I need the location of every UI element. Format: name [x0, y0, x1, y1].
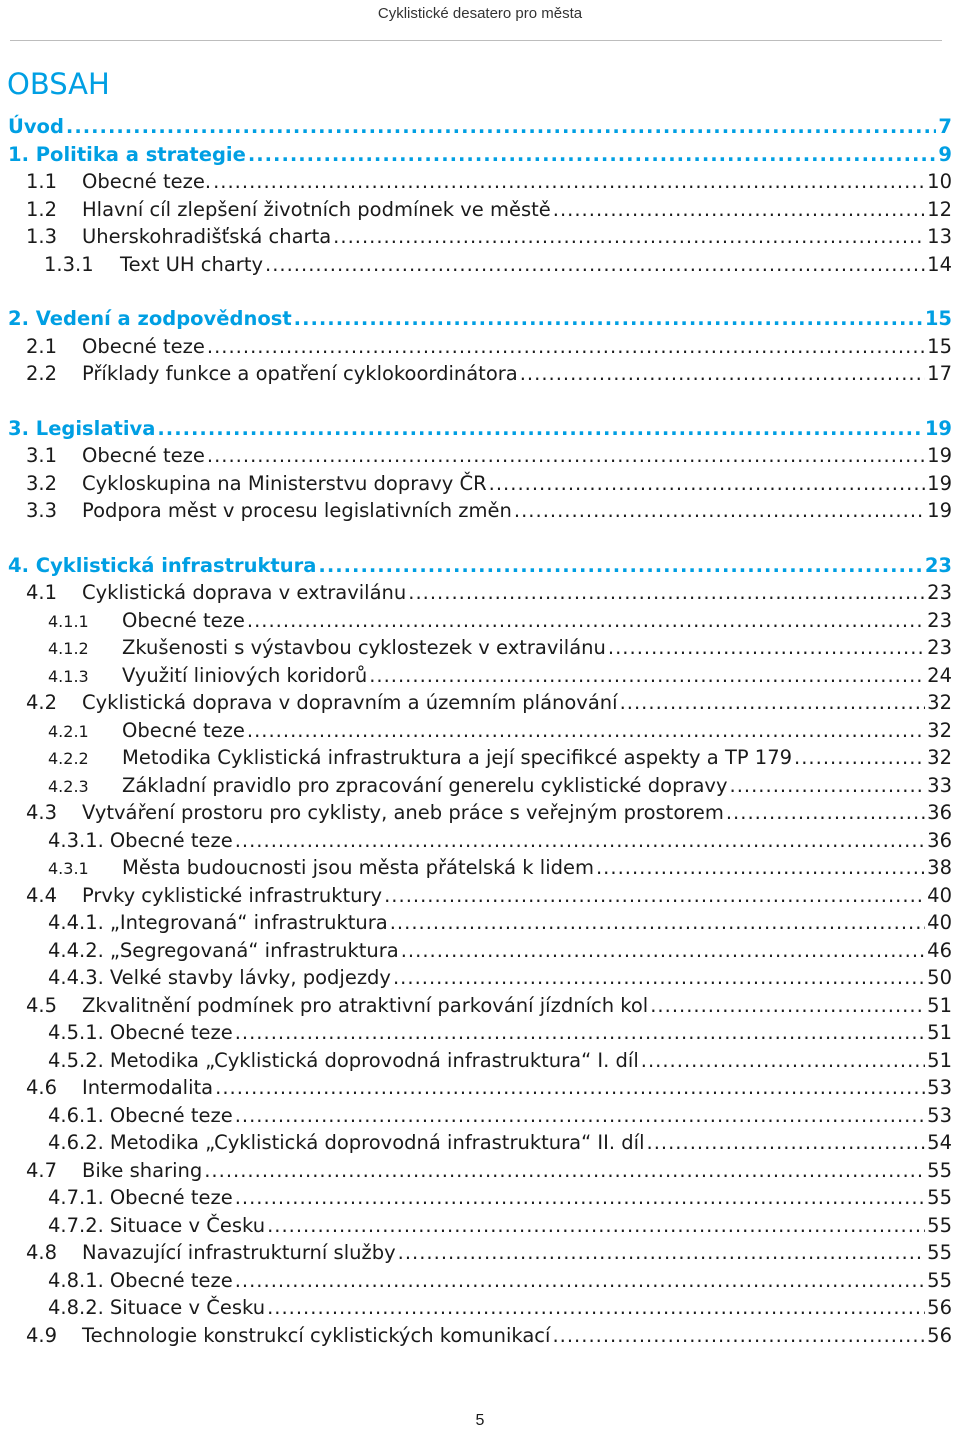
toc-entry-title: Úvod [8, 115, 64, 138]
dot-leader [726, 799, 925, 827]
toc-entry-number: 4.5.1. [48, 1021, 104, 1044]
toc-entry-title: Hlavní cíl zlepšení životních podmínek ve městě [82, 197, 551, 221]
toc-entry-page: 51 [927, 993, 952, 1017]
toc-entry[interactable] [0, 909, 960, 937]
toc-entry[interactable] [0, 113, 960, 141]
toc-entry-number: 4.8.1. [48, 1268, 104, 1292]
toc-entry-number: 1.2 [26, 197, 58, 221]
toc-entry[interactable] [0, 854, 960, 882]
toc-entry-page: 23 [927, 608, 952, 632]
toc-entry-page: 32 [927, 691, 952, 714]
toc-entry-number: 4.8 [26, 1241, 58, 1264]
dot-leader [207, 442, 925, 470]
toc-entry[interactable] [0, 223, 960, 251]
toc-entry-page: 19 [927, 499, 952, 522]
toc-entry-number: 4.1.1 [48, 611, 89, 631]
toc-entry-title: Příklady funkce a opatření cyklokoordinátora [82, 362, 518, 385]
toc-entry-page: 23 [927, 581, 952, 604]
toc-entry-title: Situace v Česku [109, 1213, 266, 1237]
toc-entry-number: 3.3 [26, 499, 58, 522]
dot-leader [553, 196, 925, 224]
toc-entry-page: 9 [938, 142, 952, 166]
toc-entry-number: 4.4.3. [48, 966, 104, 989]
toc-entry[interactable] [0, 415, 960, 443]
toc-entry-number: 4.2.3 [48, 776, 89, 796]
toc-entry[interactable] [0, 1019, 960, 1047]
toc-entry-title: Technologie konstrukcí cyklistických komunikací [82, 1323, 551, 1347]
toc-entry[interactable] [0, 196, 960, 224]
toc-entry-number: 2.1 [26, 334, 58, 358]
dot-leader [215, 1074, 925, 1102]
toc-entry-page: 55 [927, 1241, 952, 1264]
toc-entry-page: 15 [924, 307, 952, 330]
toc-entry-page: 40 [927, 883, 952, 907]
header-rule [10, 40, 942, 41]
toc-entry-page: 50 [927, 966, 952, 989]
toc-entry-title: Zkvalitnění podmínek pro atraktivní parkování jízdních kol [82, 993, 649, 1017]
toc-entry-title: Obecné teze. [82, 170, 212, 193]
toc-entry-page: 55 [927, 1213, 952, 1237]
toc-entry-page: 7 [938, 115, 952, 138]
toc-entry-page: 51 [927, 1048, 952, 1072]
toc-entry-page: 17 [927, 362, 952, 385]
toc-entry-number: 4.5.2. [48, 1048, 104, 1072]
toc-entry-number: 4.9 [26, 1323, 58, 1347]
toc-entry-number: 4.7 [26, 1158, 58, 1182]
toc-entry-page: 23 [924, 553, 952, 577]
toc-entry-number: 4.2.2 [48, 749, 89, 768]
toc-entry-title: Obecné teze [82, 444, 205, 467]
running-header: Cyklistické desatero pro města [377, 5, 583, 22]
toc-entry-title: Cyklistická doprava v extravilánu [82, 581, 407, 604]
toc-entry[interactable] [0, 827, 960, 855]
toc-entry[interactable] [0, 360, 960, 388]
toc-entry[interactable] [0, 305, 960, 333]
toc-entry-title: Obecné teze [122, 718, 245, 742]
toc-entry[interactable] [0, 1239, 960, 1267]
dot-leader [207, 333, 925, 361]
toc-entry-title: Obecné teze [82, 334, 205, 358]
dot-leader [369, 662, 925, 690]
dot-leader [213, 168, 925, 196]
toc-entry[interactable] [0, 772, 960, 800]
dot-leader [596, 854, 925, 882]
toc-entry[interactable] [0, 1102, 960, 1130]
dot-leader [514, 497, 925, 525]
toc-entry-number: 4.1.3 [48, 666, 89, 686]
toc-entry-number: 1. Politika a strategie [8, 142, 246, 166]
dot-leader [390, 909, 925, 937]
toc-entry-page: 36 [927, 828, 952, 852]
toc-entry[interactable] [0, 717, 960, 745]
toc-entry-page: 14 [927, 252, 952, 276]
toc-entry[interactable] [0, 1184, 960, 1212]
toc-entry[interactable] [0, 799, 960, 827]
toc-entry-title: Obecné teze [122, 608, 245, 632]
toc-entry-title: Cyklistická doprava v dopravním a územním plánování [82, 691, 618, 714]
dot-leader [794, 744, 925, 772]
dot-leader [408, 579, 925, 607]
toc-entry[interactable] [0, 1074, 960, 1102]
page-number: 5 [475, 1412, 485, 1429]
toc-entry[interactable] [0, 1267, 960, 1295]
toc-entry-number: 4.4 [26, 883, 58, 907]
toc-entry[interactable] [0, 689, 960, 717]
toc-entry-title: Metodika Cyklistická infrastruktura a její specifikcé aspekty a TP 179 [122, 746, 793, 769]
toc-entry[interactable] [0, 937, 960, 965]
toc-entry-page: 19 [927, 471, 952, 495]
toc-entry-page: 13 [927, 225, 952, 248]
toc-entry[interactable] [0, 1047, 960, 1075]
toc-entry-page: 53 [927, 1076, 952, 1099]
toc-entry-number: 4.5 [26, 993, 58, 1017]
toc-entry-page: 32 [927, 746, 952, 769]
toc-entry[interactable] [0, 964, 960, 992]
toc-entry-page: 38 [927, 856, 952, 879]
toc-entry-number: 3.1 [26, 444, 58, 467]
dot-leader [608, 634, 925, 662]
toc-entry-page: 53 [927, 1103, 952, 1127]
toc-entry-title: Obecné teze [109, 1268, 233, 1292]
toc-entry[interactable] [0, 442, 960, 470]
toc-entry[interactable] [0, 1212, 960, 1240]
toc-entry-title: Obecné teze [109, 1103, 233, 1127]
toc-entry-page: 19 [924, 416, 952, 440]
toc-entry[interactable] [0, 552, 960, 580]
toc-entry[interactable] [0, 333, 960, 361]
dot-leader [730, 772, 926, 800]
dot-leader [235, 1019, 925, 1047]
toc-entry-number: 4.1 [26, 581, 58, 604]
toc-entry[interactable] [0, 579, 960, 607]
toc-entry-page: 54 [927, 1131, 952, 1154]
dot-leader [398, 1239, 926, 1267]
dot-leader [235, 827, 925, 855]
toc-entry-number: 4.2 [26, 691, 58, 714]
toc-entry-number: 3. Legislativa [8, 416, 156, 440]
toc-entry-page: 15 [927, 334, 952, 358]
toc-entry[interactable] [0, 1129, 960, 1157]
toc-entry-title: Vytváření prostoru pro cyklisty, aneb práce s veřejným prostorem [82, 801, 724, 824]
toc-entry-title: Intermodalita [82, 1076, 214, 1099]
toc-entry-number: 4.8.2. [48, 1296, 104, 1319]
toc-entry-number: 1.3.1 [44, 252, 94, 276]
dot-leader [384, 882, 925, 910]
toc-entry-title: „Segregovaná“ infrastruktura [109, 938, 399, 962]
toc-entry[interactable] [0, 744, 960, 772]
dot-leader [489, 470, 926, 498]
toc-entry[interactable] [0, 607, 960, 635]
dot-leader [318, 552, 922, 580]
toc-entry-title: Metodika „Cyklistická doprovodná infrastruktura“ I. díl [109, 1048, 639, 1072]
dot-leader [520, 360, 925, 388]
toc-entry-number: 4.6.1. [48, 1103, 104, 1127]
toc-entry-page: 51 [927, 1021, 952, 1044]
toc-entry-title: Zkušenosti s výstavbou cyklostezek v extravilánu [122, 636, 606, 659]
dot-leader [267, 1294, 925, 1322]
toc-entry-page: 55 [927, 1186, 952, 1209]
toc-entry-title: Bike sharing [82, 1158, 203, 1182]
dot-leader [66, 113, 937, 141]
toc-entry[interactable] [0, 1322, 960, 1350]
toc-entry-title: Situace v Česku [109, 1296, 266, 1319]
toc-entry-title: Základní pravidlo pro zpracování generelu cyklistické dopravy [122, 773, 728, 797]
toc-entry-title: Využití liniových koridorů [122, 663, 368, 687]
dot-leader [333, 223, 925, 251]
toc-entry-number: 4.2.1 [48, 721, 89, 741]
dot-leader [393, 964, 925, 992]
toc-entry-page: 56 [927, 1296, 952, 1319]
dot-leader [294, 305, 923, 333]
toc-entry-title: Obecné teze [109, 1186, 233, 1209]
toc-entry-number: 2. Vedení a zodpovědnost [8, 307, 292, 330]
toc-entry-number: 4.4.2. [48, 938, 104, 962]
dot-leader [647, 1129, 926, 1157]
toc-entry-title: Prvky cyklistické infrastruktury [82, 883, 383, 907]
toc-entry-page: 32 [927, 718, 952, 742]
dot-leader [235, 1184, 925, 1212]
dot-leader [401, 937, 925, 965]
toc-entry[interactable] [0, 141, 960, 169]
toc-entry-page: 24 [927, 663, 952, 687]
toc-entry-number: 4.6.2. [48, 1131, 104, 1154]
toc-entry-title: Velké stavby lávky, podjezdy [109, 966, 391, 989]
toc-entry-page: 23 [927, 636, 952, 659]
dot-leader [620, 689, 926, 717]
toc-entry[interactable] [0, 992, 960, 1020]
dot-leader [247, 717, 925, 745]
toc-entry-number: 4.7.1. [48, 1186, 104, 1209]
toc-entry-page: 55 [927, 1268, 952, 1292]
toc-entry[interactable] [0, 251, 960, 279]
table-of-contents [0, 113, 960, 1349]
toc-entry-number: 4.7.2. [48, 1213, 104, 1237]
toc-entry[interactable] [0, 882, 960, 910]
toc-entry-title: Obecné teze [109, 828, 233, 852]
dot-leader [157, 415, 922, 443]
toc-entry-page: 40 [927, 911, 952, 934]
toc-entry-number: 1.1 [26, 170, 58, 193]
toc-entry-title: Města budoucnosti jsou města přátelská k lidem [122, 856, 594, 879]
toc-entry[interactable] [0, 634, 960, 662]
dot-leader [267, 1212, 925, 1240]
toc-entry-number: 1.3 [26, 225, 58, 248]
toc-entry-number: 4.1.2 [48, 639, 89, 658]
toc-entry-number: 4.4.1. [48, 911, 104, 934]
toc-entry-page: 56 [927, 1323, 952, 1347]
toc-entry-page: 19 [927, 444, 952, 467]
toc-entry-number: 4. Cyklistická infrastruktura [8, 553, 317, 577]
dot-leader [247, 607, 925, 635]
toc-entry[interactable] [0, 497, 960, 525]
toc-entry[interactable] [0, 168, 960, 196]
toc-entry[interactable] [0, 1157, 960, 1185]
toc-entry-number: 4.3.1. [48, 828, 104, 852]
dot-leader [248, 141, 937, 169]
toc-entry-title: Metodika „Cyklistická doprovodná infrastruktura“ II. díl [109, 1131, 645, 1154]
toc-entry-page: 55 [927, 1158, 952, 1182]
toc-entry-number: 4.3.1 [48, 859, 89, 878]
dot-leader [235, 1267, 925, 1295]
dot-leader [641, 1047, 925, 1075]
toc-entry[interactable] [0, 470, 960, 498]
toc-entry-title: Text UH charty [120, 252, 264, 276]
toc-entry-number: 3.2 [26, 471, 58, 495]
dot-leader [650, 992, 925, 1020]
toc-entry-title: „Integrovaná“ infrastruktura [109, 911, 388, 934]
dot-leader [204, 1157, 925, 1185]
toc-entry-number: 4.6 [26, 1076, 58, 1099]
toc-entry-page: 36 [927, 801, 952, 824]
toc-entry[interactable] [0, 662, 960, 690]
dot-leader [265, 251, 925, 279]
toc-entry-page: 10 [927, 170, 952, 193]
toc-entry-page: 46 [927, 938, 952, 962]
toc-entry-page: 33 [927, 773, 952, 797]
toc-entry-page: 12 [927, 197, 952, 221]
toc-entry[interactable] [0, 1294, 960, 1322]
toc-heading: OBSAH [7, 67, 110, 101]
toc-entry-title: Cykloskupina na Ministerstvu dopravy ČR [82, 471, 487, 495]
toc-entry-title: Podpora měst v procesu legislativních změn [82, 499, 512, 522]
toc-entry-title: Obecné teze [109, 1021, 233, 1044]
toc-entry-title: Navazující infrastrukturní služby [82, 1241, 396, 1264]
toc-entry-number: 2.2 [26, 362, 58, 385]
toc-entry-number: 4.3 [26, 801, 58, 824]
toc-entry-title: Uherskohradišťská charta [82, 225, 332, 248]
dot-leader [552, 1322, 925, 1350]
dot-leader [235, 1102, 925, 1130]
